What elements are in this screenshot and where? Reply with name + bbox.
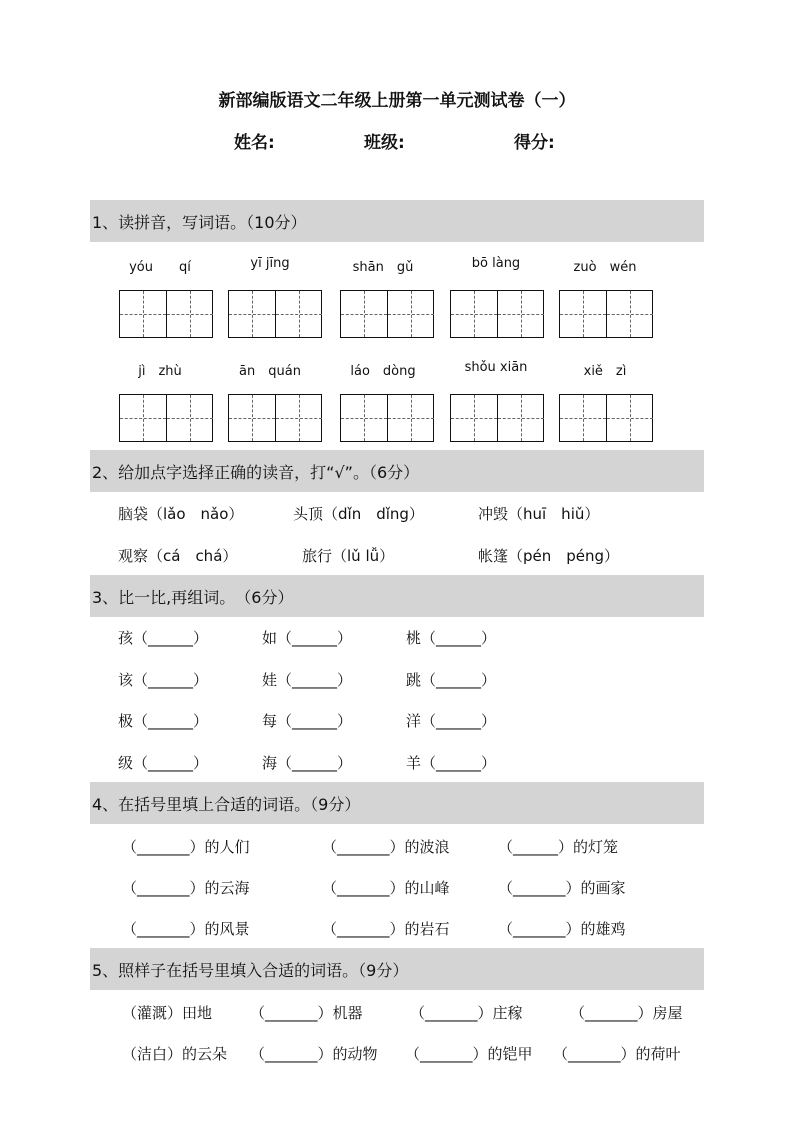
phrase-blank[interactable]: （______）的灯笼 — [498, 838, 619, 856]
pinyin: shān gǔ — [352, 260, 414, 275]
pinyin: láo dòng — [350, 364, 416, 379]
pinyin: zuò wén — [573, 260, 637, 275]
phrase-blank[interactable]: （_______）房屋 — [570, 1004, 683, 1022]
section-4-title: 4、在括号里填上合适的词语。（9分） — [92, 795, 361, 814]
section-1-title: 1、读拼音，写词语。（10分） — [92, 213, 307, 232]
writing-grid[interactable] — [450, 394, 544, 442]
phrase-blank[interactable]: （_______）的风景 — [122, 920, 250, 938]
pinyin: jì zhù — [138, 364, 182, 379]
reading-choice[interactable]: 冲毁（huī hiǔ） — [478, 505, 600, 523]
class-label: 班级: — [364, 133, 405, 153]
word-blank[interactable]: 桃（______） — [406, 629, 497, 647]
phrase-blank[interactable]: （_______）的雄鸡 — [498, 920, 626, 938]
phrase-blank[interactable]: （_______）机器 — [250, 1004, 363, 1022]
pinyin: yī jīng — [250, 256, 290, 271]
section-5-title: 5、照样子在括号里填入合适的词语。（9分） — [92, 961, 409, 980]
reading-choice[interactable]: 帐篷（pén péng） — [478, 547, 620, 565]
phrase-blank[interactable]: （_______）的铠甲 — [405, 1045, 533, 1063]
writing-grid[interactable] — [119, 394, 213, 442]
writing-grid[interactable] — [559, 394, 653, 442]
word-blank[interactable]: 海（______） — [262, 754, 353, 772]
word-blank[interactable]: 如（______） — [262, 629, 353, 647]
section-2-header — [90, 450, 704, 492]
reading-choice[interactable]: 旅行（lǔ lǚ） — [302, 547, 395, 565]
writing-grid[interactable] — [228, 394, 322, 442]
writing-grid[interactable] — [340, 394, 434, 442]
phrase-blank[interactable]: （_______）的山峰 — [322, 879, 450, 897]
word-blank[interactable]: 跳（______） — [406, 671, 497, 689]
word-blank[interactable]: 级（______） — [118, 754, 209, 772]
pinyin: ān quán — [239, 364, 301, 379]
phrase-blank[interactable]: （_______）的云海 — [122, 879, 250, 897]
word-blank[interactable]: 洋（______） — [406, 712, 497, 730]
phrase-blank[interactable]: （_______）的荷叶 — [553, 1045, 681, 1063]
word-blank[interactable]: 羊（______） — [406, 754, 497, 772]
section-3-header — [90, 575, 704, 617]
writing-grid[interactable] — [228, 290, 322, 338]
writing-grid[interactable] — [450, 290, 544, 338]
name-label: 姓名: — [234, 133, 275, 153]
writing-grid[interactable] — [119, 290, 213, 338]
writing-grid[interactable] — [559, 290, 653, 338]
pinyin: yóu qí — [129, 260, 191, 275]
phrase-blank[interactable]: （_______）的画家 — [498, 879, 626, 897]
phrase-blank[interactable]: （_______）庄稼 — [410, 1004, 523, 1022]
phrase-blank[interactable]: （_______）的波浪 — [322, 838, 450, 856]
writing-grid[interactable] — [340, 290, 434, 338]
pinyin: shǒu xiān — [464, 360, 528, 375]
reading-choice[interactable]: 头顶（dǐn dǐng） — [293, 505, 424, 523]
pinyin: bō làng — [471, 256, 521, 271]
example-phrase: （洁白）的云朵 — [122, 1045, 228, 1063]
reading-choice[interactable]: 观察（cá chá） — [118, 547, 238, 565]
section-1-header — [90, 200, 704, 242]
word-blank[interactable]: 极（______） — [118, 712, 209, 730]
page-title: 新部编版语文二年级上册第一单元测试卷（一） — [218, 91, 576, 111]
phrase-blank[interactable]: （_______）的岩石 — [322, 920, 450, 938]
phrase-blank[interactable]: （_______）的动物 — [250, 1045, 378, 1063]
section-4-header — [90, 782, 704, 824]
section-3-title: 3、比一比,再组词。 （6分） — [92, 588, 294, 607]
section-2-title: 2、给加点字选择正确的读音，打“√”。（6分） — [92, 463, 420, 482]
pinyin: xiě zì — [583, 364, 627, 379]
word-blank[interactable]: 娃（______） — [262, 671, 353, 689]
phrase-blank[interactable]: （_______）的人们 — [122, 838, 250, 856]
section-5-header — [90, 948, 704, 990]
word-blank[interactable]: 该（______） — [118, 671, 209, 689]
word-blank[interactable]: 每（______） — [262, 712, 353, 730]
word-blank[interactable]: 孩（______） — [118, 629, 209, 647]
example-phrase: （灌溉）田地 — [122, 1004, 213, 1022]
reading-choice[interactable]: 脑袋（lǎo nǎo） — [118, 505, 244, 523]
score-label: 得分: — [514, 133, 555, 153]
